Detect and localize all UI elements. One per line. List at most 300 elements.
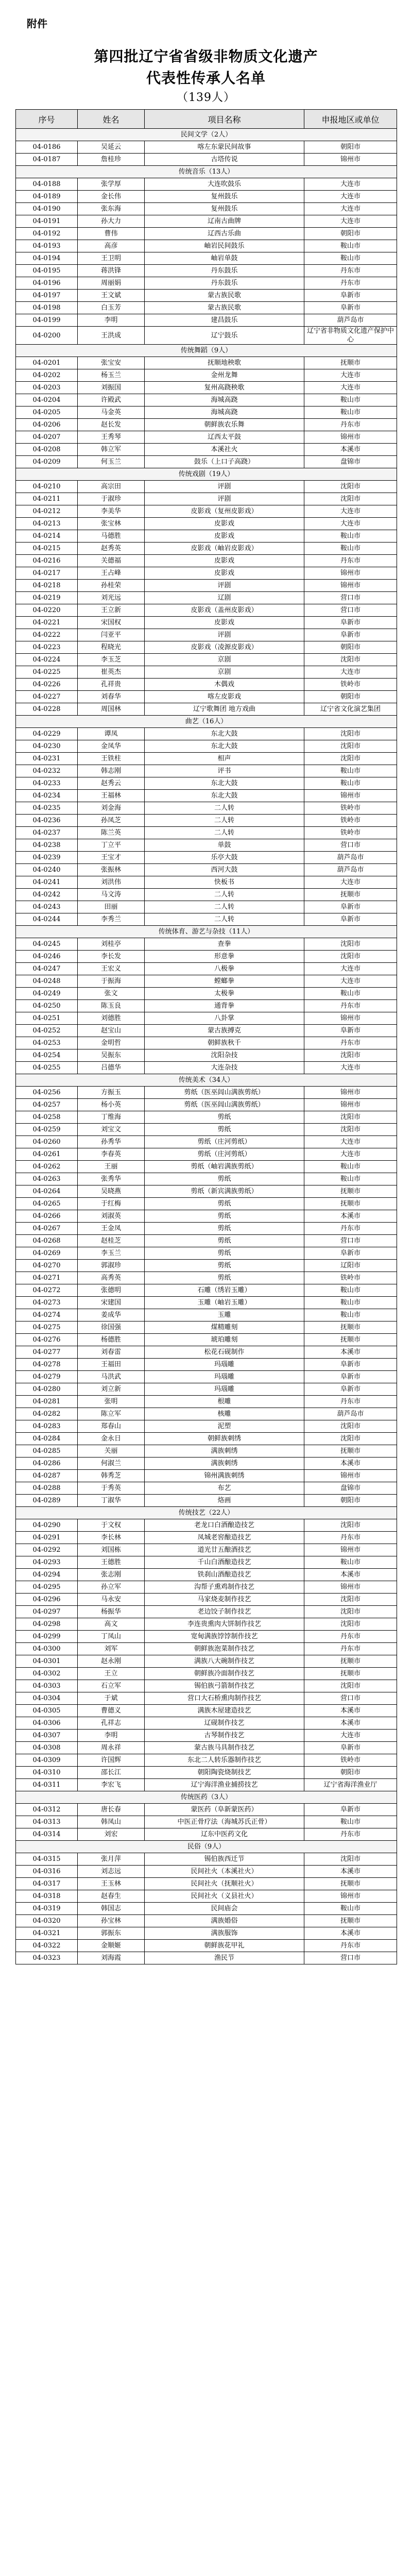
project-cell: 根雕 [145,1396,304,1408]
serial-cell: 04-0307 [16,1730,78,1742]
project-cell: 二人转 [145,827,304,839]
table-row [16,1025,397,1037]
region-cell: 鞍山市 [304,530,397,543]
region-cell: 鞍山市 [304,1297,397,1309]
serial-cell: 04-0323 [16,1952,78,1964]
project-cell: 京剧 [145,654,304,666]
project-cell: 西河大鼓 [145,864,304,876]
table-row [16,419,397,431]
table-row [16,1099,397,1111]
serial-cell: 04-0190 [16,203,78,215]
project-cell: 喀左东蒙民间故事 [145,141,304,154]
serial-cell: 04-0270 [16,1260,78,1272]
project-cell: 八极拳 [145,963,304,975]
table-row [16,1692,397,1705]
region-cell: 大连市 [304,975,397,988]
region-cell: 盘锦市 [304,1482,397,1495]
name-cell: 刘振国 [78,382,145,394]
project-cell: 锡伯族弓箭制作技艺 [145,1680,304,1692]
project-cell: 辽西太平鼓 [145,431,304,444]
project-cell: 查拳 [145,938,304,951]
serial-cell: 04-0312 [16,1804,78,1816]
region-cell: 沈阳市 [304,1420,397,1433]
table-row [16,864,397,876]
table-row [16,1346,397,1359]
table-row [16,1495,397,1507]
region-cell: 锦州市 [304,1470,397,1482]
serial-cell: 04-0274 [16,1309,78,1321]
table-row [16,265,397,277]
project-cell: 相声 [145,753,304,765]
region-cell: 本溪市 [304,1705,397,1717]
region-cell: 锦州市 [304,154,397,166]
name-cell: 孙凤芝 [78,815,145,827]
serial-cell: 04-0223 [16,641,78,654]
region-cell: 大连市 [304,666,397,679]
table-row [16,901,397,913]
name-cell: 孙大力 [78,215,145,228]
project-cell: 玉雕 [145,1309,304,1321]
region-cell: 大连市 [304,876,397,889]
project-cell: 剪纸 [145,1124,304,1136]
region-cell: 辽宁省海洋渔业厅 [304,1779,397,1791]
project-cell: 金州龙舞 [145,369,304,382]
table-row [16,703,397,716]
region-cell: 抚顺市 [304,1321,397,1334]
project-cell: 辽剧 [145,592,304,604]
region-cell: 鞍山市 [304,1161,397,1173]
document-count: （139人） [177,91,235,104]
serial-cell: 04-0288 [16,1482,78,1495]
project-cell: 剪纸 [145,1247,304,1260]
table-row [16,555,397,567]
name-cell: 何玉兰 [78,456,145,468]
name-cell: 于振海 [78,975,145,988]
table-row [16,1828,397,1841]
serial-cell: 04-0222 [16,629,78,641]
project-cell: 民间庙会 [145,1903,304,1915]
table-row [16,740,397,753]
serial-cell: 04-0282 [16,1408,78,1420]
table-row [16,1742,397,1754]
region-cell: 丹东市 [304,419,397,431]
region-cell: 抚顺市 [304,1915,397,1927]
region-cell: 阜新市 [304,901,397,913]
project-cell: 复州鼓乐 [145,191,304,203]
region-cell: 鞍山市 [304,1284,397,1297]
serial-cell: 04-0276 [16,1334,78,1346]
name-cell: 周永祥 [78,1742,145,1754]
serial-cell: 04-0296 [16,1594,78,1606]
section-header-row [16,1841,397,1853]
region-cell: 大连市 [304,369,397,382]
name-cell: 李春英 [78,1148,145,1161]
name-cell: 马文涛 [78,889,145,901]
project-cell: 辽西古乐曲 [145,228,304,240]
serial-cell: 04-0305 [16,1705,78,1717]
table-row [16,963,397,975]
project-cell: 渔民节 [145,1952,304,1964]
serial-cell: 04-0211 [16,493,78,505]
region-cell: 丹东市 [304,265,397,277]
section-title: 传统美术（34人） [16,1074,397,1087]
name-cell: 王福田 [78,1359,145,1371]
name-cell: 刘洪伟 [78,876,145,889]
name-cell: 李玉兰 [78,1247,145,1260]
name-cell: 赵桂芝 [78,1235,145,1247]
serial-cell: 04-0221 [16,617,78,629]
name-cell: 李明 [78,1730,145,1742]
name-cell: 张东海 [78,203,145,215]
table-row [16,951,397,963]
serial-cell: 04-0261 [16,1148,78,1161]
region-cell: 鞍山市 [304,777,397,790]
serial-cell: 04-0257 [16,1099,78,1111]
table-row [16,1309,397,1321]
document-subtitle: 代表性传承人名单 [146,70,266,87]
name-cell: 刘军 [78,1643,145,1655]
region-cell: 大连市 [304,963,397,975]
serial-cell: 04-0254 [16,1049,78,1062]
name-cell: 王德胜 [78,1556,145,1569]
name-cell: 蒋洪锋 [78,265,145,277]
serial-cell: 04-0255 [16,1062,78,1074]
name-cell: 韩立军 [78,444,145,456]
section-title: 民间文学（2人） [16,129,397,141]
project-cell: 满族服饰 [145,1927,304,1940]
table-row [16,1247,397,1260]
section-header-row [16,129,397,141]
serial-cell: 04-0319 [16,1903,78,1915]
region-cell: 丹东市 [304,1643,397,1655]
table-row [16,1185,397,1198]
name-cell: 张宝安 [78,357,145,369]
project-cell: 朝鲜族刺绣 [145,1433,304,1445]
name-cell: 王立 [78,1668,145,1680]
project-cell: 石雕（绣岩玉雕） [145,1284,304,1297]
region-cell: 鞍山市 [304,1309,397,1321]
name-cell: 李长发 [78,951,145,963]
region-cell: 铁岭市 [304,802,397,815]
serial-cell: 04-0318 [16,1890,78,1903]
serial-cell: 04-0229 [16,728,78,740]
table-row [16,1173,397,1185]
serial-cell: 04-0199 [16,314,78,327]
project-cell: 玉雕（岫岩玉雕） [145,1297,304,1309]
name-cell: 高文 [78,1618,145,1631]
name-cell: 金永日 [78,1433,145,1445]
serial-cell: 04-0264 [16,1185,78,1198]
serial-cell: 04-0202 [16,369,78,382]
serial-cell: 04-0314 [16,1828,78,1841]
name-cell: 王丽 [78,1161,145,1173]
region-cell: 沈阳市 [304,1680,397,1692]
project-cell: 朝鲜族农乐舞 [145,419,304,431]
serial-cell: 04-0301 [16,1655,78,1668]
project-cell: 朝阳陶瓷烧制技艺 [145,1767,304,1779]
region-cell: 大连市 [304,203,397,215]
table-row [16,728,397,740]
region-cell: 丹东市 [304,1000,397,1012]
table-row [16,1000,397,1012]
name-cell: 孙桂荣 [78,580,145,592]
project-cell: 辽东中医药文化 [145,1828,304,1841]
name-cell: 杨小英 [78,1099,145,1111]
project-cell: 满族婚俗 [145,1915,304,1927]
region-cell: 鞍山市 [304,1173,397,1185]
region-cell: 锦州市 [304,1099,397,1111]
region-cell: 鞍山市 [304,765,397,777]
name-cell: 刘德胜 [78,1012,145,1025]
serial-cell: 04-0194 [16,252,78,265]
serial-cell: 04-0285 [16,1445,78,1458]
name-cell: 许殿武 [78,394,145,406]
serial-cell: 04-0233 [16,777,78,790]
region-cell: 沈阳市 [304,1606,397,1618]
name-cell: 孙宝林 [78,1915,145,1927]
region-cell: 丹东市 [304,1037,397,1049]
project-cell: 泥塑 [145,1420,304,1433]
project-cell: 复州高跷秧歌 [145,382,304,394]
name-cell: 关丽 [78,1445,145,1458]
region-cell: 本溪市 [304,1346,397,1359]
project-cell: 喀左皮影戏 [145,691,304,703]
serial-cell: 04-0200 [16,327,78,345]
section-title: 传统戏剧（19人） [16,468,397,481]
serial-cell: 04-0217 [16,567,78,580]
table-row [16,852,397,864]
project-cell: 皮影戏 [145,617,304,629]
serial-cell: 04-0252 [16,1025,78,1037]
region-cell: 葫芦岛市 [304,1408,397,1420]
table-row [16,1334,397,1346]
name-cell: 赵秀云 [78,777,145,790]
project-cell: 凤城老窖酿造技艺 [145,1532,304,1544]
name-cell: 赵永刚 [78,1655,145,1668]
serial-cell: 04-0206 [16,419,78,431]
project-cell: 剪纸 [145,1235,304,1247]
project-cell: 鼓乐（上口子高跷） [145,456,304,468]
name-cell: 田丽 [78,901,145,913]
section-title: 传统舞蹈（9人） [16,345,397,357]
table-row [16,431,397,444]
serial-cell: 04-0321 [16,1927,78,1940]
table-row [16,178,397,191]
section-title: 传统医药（3人） [16,1791,397,1804]
name-cell: 赵宝山 [78,1025,145,1037]
name-cell: 孔祥贵 [78,679,145,691]
table-row [16,327,397,345]
table-row [16,876,397,889]
name-cell: 于文权 [78,1519,145,1532]
region-cell: 大连市 [304,505,397,518]
table-row [16,1458,397,1470]
region-cell: 阜新市 [304,1247,397,1260]
serial-cell: 04-0248 [16,975,78,988]
serial-cell: 04-0291 [16,1532,78,1544]
project-cell: 玛瑙雕 [145,1383,304,1396]
name-cell: 邵长江 [78,1767,145,1779]
region-cell: 锦州市 [304,431,397,444]
project-cell: 朝鲜族秋千 [145,1037,304,1049]
serial-cell: 04-0266 [16,1210,78,1223]
inheritor-table [15,109,397,1964]
region-cell: 本溪市 [304,1458,397,1470]
table-row [16,1111,397,1124]
serial-cell: 04-0278 [16,1359,78,1371]
serial-cell: 04-0258 [16,1111,78,1124]
table-row [16,406,397,419]
name-cell: 丁淑华 [78,1495,145,1507]
name-cell: 詹桂珍 [78,154,145,166]
table-row [16,1272,397,1284]
table-row [16,1816,397,1828]
section-title: 传统体育、游艺与杂技（11人） [16,926,397,938]
table-row [16,290,397,302]
project-cell: 皮影戏（凌源皮影戏） [145,641,304,654]
serial-cell: 04-0242 [16,889,78,901]
serial-cell: 04-0316 [16,1866,78,1878]
table-row [16,191,397,203]
region-cell: 沈阳市 [304,1433,397,1445]
name-cell: 张明 [78,1396,145,1408]
project-cell: 皮影戏（复州皮影戏） [145,505,304,518]
table-row [16,1618,397,1631]
name-cell: 金顺姬 [78,1940,145,1952]
serial-cell: 04-0287 [16,1470,78,1482]
table-row [16,1371,397,1383]
serial-cell: 04-0294 [16,1569,78,1581]
serial-cell: 04-0311 [16,1779,78,1791]
serial-cell: 04-0298 [16,1618,78,1631]
serial-cell: 04-0187 [16,154,78,166]
project-cell: 东北大鼓 [145,728,304,740]
name-cell: 刘光远 [78,592,145,604]
name-cell: 王卫明 [78,252,145,265]
table-row [16,1210,397,1223]
serial-cell: 04-0304 [16,1692,78,1705]
name-cell: 陈立军 [78,1408,145,1420]
region-cell: 朝阳市 [304,691,397,703]
region-cell: 抚顺市 [304,1878,397,1890]
region-cell: 丹东市 [304,1828,397,1841]
table-row [16,1433,397,1445]
region-cell: 沈阳市 [304,1594,397,1606]
table-row [16,1940,397,1952]
project-cell: 二人转 [145,913,304,926]
name-cell: 刘春雷 [78,1346,145,1359]
region-cell: 大连市 [304,1148,397,1161]
table-row [16,1408,397,1420]
table-row [16,394,397,406]
document-title: 第四批辽宁省省级非物质文化遗产 [94,48,318,65]
table-row [16,1927,397,1940]
serial-cell: 04-0293 [16,1556,78,1569]
name-cell: 白玉芳 [78,302,145,314]
table-row [16,1890,397,1903]
project-cell: 铁刹山酒酿造技艺 [145,1569,304,1581]
table-row [16,1482,397,1495]
serial-cell: 04-0275 [16,1321,78,1334]
region-cell: 沈阳市 [304,1618,397,1631]
name-cell: 赵秀英 [78,543,145,555]
name-cell: 孔祥志 [78,1717,145,1730]
name-cell: 赵长发 [78,419,145,431]
serial-cell: 04-0243 [16,901,78,913]
region-cell: 抚顺市 [304,889,397,901]
table-row [16,444,397,456]
region-cell: 锦州市 [304,567,397,580]
serial-cell: 04-0263 [16,1173,78,1185]
project-cell: 形意拳 [145,951,304,963]
name-cell: 王玉林 [78,1878,145,1890]
serial-cell: 04-0213 [16,518,78,530]
serial-cell: 04-0297 [16,1606,78,1618]
project-cell: 乐亭大鼓 [145,852,304,864]
serial-cell: 04-0289 [16,1495,78,1507]
region-cell: 阜新市 [304,1371,397,1383]
table-row [16,617,397,629]
project-cell: 丹东鼓乐 [145,277,304,290]
region-cell: 本溪市 [304,444,397,456]
project-cell: 民间社火（本溪社火） [145,1866,304,1878]
name-cell: 王金凤 [78,1223,145,1235]
region-cell: 大连市 [304,215,397,228]
serial-cell: 04-0253 [16,1037,78,1049]
name-cell: 关德福 [78,555,145,567]
name-cell: 李秀兰 [78,913,145,926]
table-row [16,1903,397,1915]
region-cell: 阜新市 [304,302,397,314]
table-row [16,592,397,604]
region-cell: 沈阳市 [304,740,397,753]
serial-cell: 04-0219 [16,592,78,604]
region-cell: 鞍山市 [304,406,397,419]
table-row [16,753,397,765]
name-cell: 王宝才 [78,852,145,864]
name-cell: 曹伟 [78,228,145,240]
region-cell: 大连市 [304,1062,397,1074]
region-cell: 朝阳市 [304,1495,397,1507]
region-cell: 朝阳市 [304,141,397,154]
serial-cell: 04-0212 [16,505,78,518]
table-row [16,889,397,901]
project-cell: 满族木屋建造技艺 [145,1705,304,1717]
project-cell: 朝鲜族花甲礼 [145,1940,304,1952]
section-header-row [16,1507,397,1519]
serial-cell: 04-0262 [16,1161,78,1173]
serial-cell: 04-0310 [16,1767,78,1779]
region-cell: 阜新市 [304,617,397,629]
region-cell: 沈阳市 [304,1519,397,1532]
table-row [16,1223,397,1235]
project-cell: 复州鼓乐 [145,203,304,215]
region-cell: 营口市 [304,592,397,604]
table-row [16,1284,397,1297]
name-cell: 高彦 [78,240,145,252]
name-cell: 马德胜 [78,530,145,543]
table-row [16,988,397,1000]
table-row [16,1321,397,1334]
name-cell: 李长林 [78,1532,145,1544]
section-header-row [16,468,397,481]
name-cell: 杨振华 [78,1606,145,1618]
serial-cell: 04-0188 [16,178,78,191]
project-cell: 本溪社火 [145,444,304,456]
table-row [16,802,397,815]
project-cell: 玛瑙雕 [145,1371,304,1383]
serial-cell: 04-0284 [16,1433,78,1445]
